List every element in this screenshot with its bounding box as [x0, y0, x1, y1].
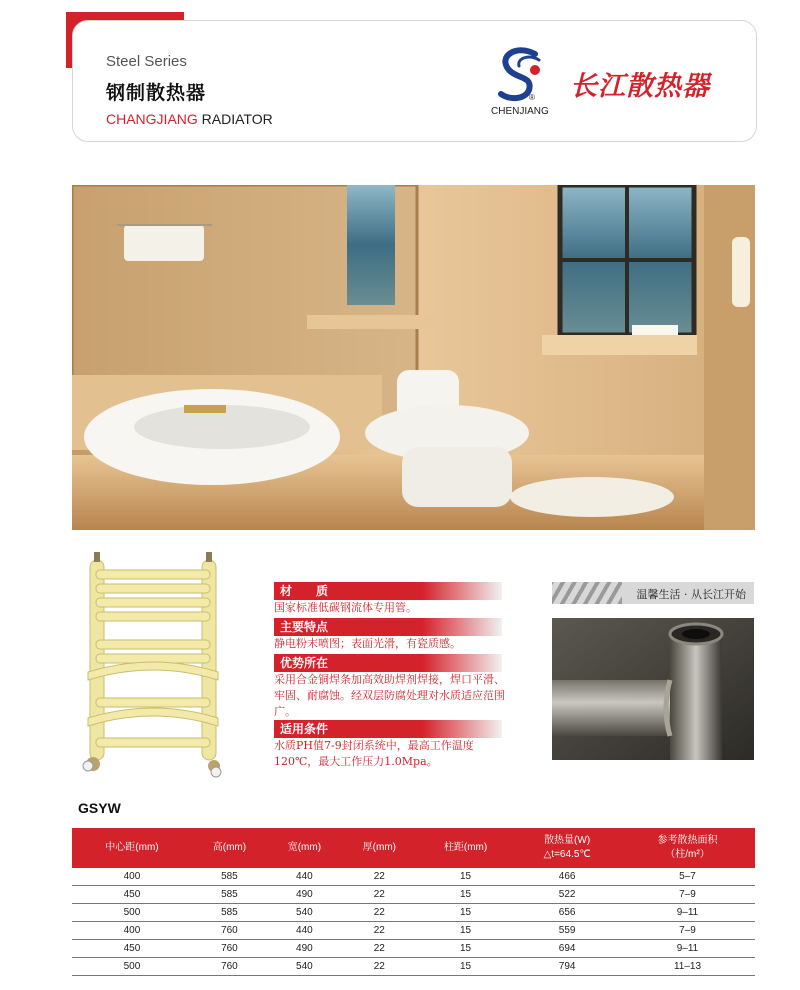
table-cell: 22 [342, 904, 417, 922]
feature-text-conditions: 水质PH值7-9封闭系统中，最高工作温度120℃，最大工作压力1.0Mpa。 [274, 739, 474, 768]
table-cell: 500 [72, 904, 192, 922]
feature-text-characteristics: 静电粉末喷图；表面光滑，有瓷质感。 [274, 637, 461, 650]
col-header-line1: 中心距(mm) [105, 842, 159, 853]
feature-heading-advantages: 优势所在 [274, 654, 502, 672]
table-cell: 760 [192, 922, 267, 940]
col-header-line1: 厚(mm) [362, 842, 396, 853]
table-cell: 522 [514, 886, 620, 904]
feature-text-advantages: 采用合金铜焊条加高效助焊剂焊接，焊口平滑、牢固、耐腐蚀。经双层防腐处理对水质适应范围广。 [274, 673, 505, 718]
slogan-text: 温馨生活 · 从长江开始 [636, 588, 746, 601]
table-cell: 22 [342, 958, 417, 976]
col-header-thickness [342, 828, 417, 868]
col-header-width [267, 828, 342, 868]
table-cell: 15 [417, 886, 514, 904]
table-cell: 585 [192, 904, 267, 922]
spec-table-header [72, 828, 755, 868]
table-cell: 5–7 [620, 868, 755, 886]
table-cell: 400 [72, 868, 192, 886]
table-cell: 15 [417, 922, 514, 940]
col-header-line1: 参考散热面积 [657, 835, 718, 846]
table-cell: 794 [514, 958, 620, 976]
table-cell: 540 [267, 958, 342, 976]
brand-name: 长江散热器 [570, 71, 710, 102]
subtitle-brand: CHANGJIANG [106, 111, 198, 127]
registered-mark: ® [529, 93, 535, 102]
col-header-heating-area [620, 828, 755, 868]
table-cell: 15 [417, 904, 514, 922]
table-cell: 760 [192, 940, 267, 958]
table-cell: 585 [192, 886, 267, 904]
col-header-height [192, 828, 267, 868]
table-cell: 585 [192, 868, 267, 886]
feature-text-material: 国家标准低碳钢流体专用管。 [274, 601, 417, 614]
table-row [72, 886, 755, 904]
table-cell: 15 [417, 940, 514, 958]
table-row [72, 904, 755, 922]
table-row [72, 940, 755, 958]
table-cell: 9–11 [620, 940, 755, 958]
table-row [72, 868, 755, 886]
table-cell: 694 [514, 940, 620, 958]
col-header-heat-output [514, 828, 620, 868]
radiator-product-image [78, 548, 228, 780]
table-cell: 22 [342, 868, 417, 886]
table-cell: 500 [72, 958, 192, 976]
spec-table [72, 828, 755, 976]
table-cell: 440 [267, 922, 342, 940]
slogan-bar [552, 582, 754, 604]
table-row [72, 922, 755, 940]
bathroom-photo [72, 185, 755, 530]
weld-detail-photo [552, 618, 754, 760]
table-cell: 15 [417, 958, 514, 976]
table-row [72, 958, 755, 976]
table-cell: 9–11 [620, 904, 755, 922]
subtitle-rest: RADIATOR [197, 111, 273, 127]
table-cell: 22 [342, 922, 417, 940]
logo-wordmark: CHENJIANG [491, 106, 549, 117]
chenjiang-logo-icon [495, 46, 547, 102]
col-header-line1: 宽(mm) [287, 842, 322, 853]
table-cell: 540 [267, 904, 342, 922]
table-cell: 760 [192, 958, 267, 976]
series-label: Steel Series [106, 53, 187, 70]
table-cell: 656 [514, 904, 620, 922]
table-cell: 400 [72, 922, 192, 940]
model-code: GSYW [78, 800, 121, 816]
table-cell: 7–9 [620, 886, 755, 904]
table-cell: 450 [72, 886, 192, 904]
table-cell: 7–9 [620, 922, 755, 940]
table-cell: 440 [267, 868, 342, 886]
page-title: 钢制散热器 [106, 82, 207, 104]
table-cell: 450 [72, 940, 192, 958]
page-subtitle [106, 111, 273, 127]
col-header-line2: （柱/m²） [665, 849, 710, 860]
table-cell: 490 [267, 886, 342, 904]
table-cell: 22 [342, 886, 417, 904]
col-header-column-spacing [417, 828, 514, 868]
col-header-center-distance [72, 828, 192, 868]
feature-heading-characteristics: 主要特点 [274, 618, 502, 636]
feature-heading-material: 材 质 [274, 582, 502, 600]
col-header-line1: 高(mm) [212, 842, 247, 853]
table-cell: 11–13 [620, 958, 755, 976]
slogan-stripes [552, 582, 622, 604]
table-cell: 15 [417, 868, 514, 886]
feature-heading-conditions: 适用条件 [274, 720, 502, 738]
col-header-line2: △t=64.5℃ [543, 849, 591, 860]
col-header-line1: 柱距(mm) [443, 842, 488, 853]
table-cell: 466 [514, 868, 620, 886]
table-cell: 490 [267, 940, 342, 958]
table-cell: 22 [342, 940, 417, 958]
table-cell: 559 [514, 922, 620, 940]
col-header-line1: 散热量(W) [544, 835, 591, 846]
